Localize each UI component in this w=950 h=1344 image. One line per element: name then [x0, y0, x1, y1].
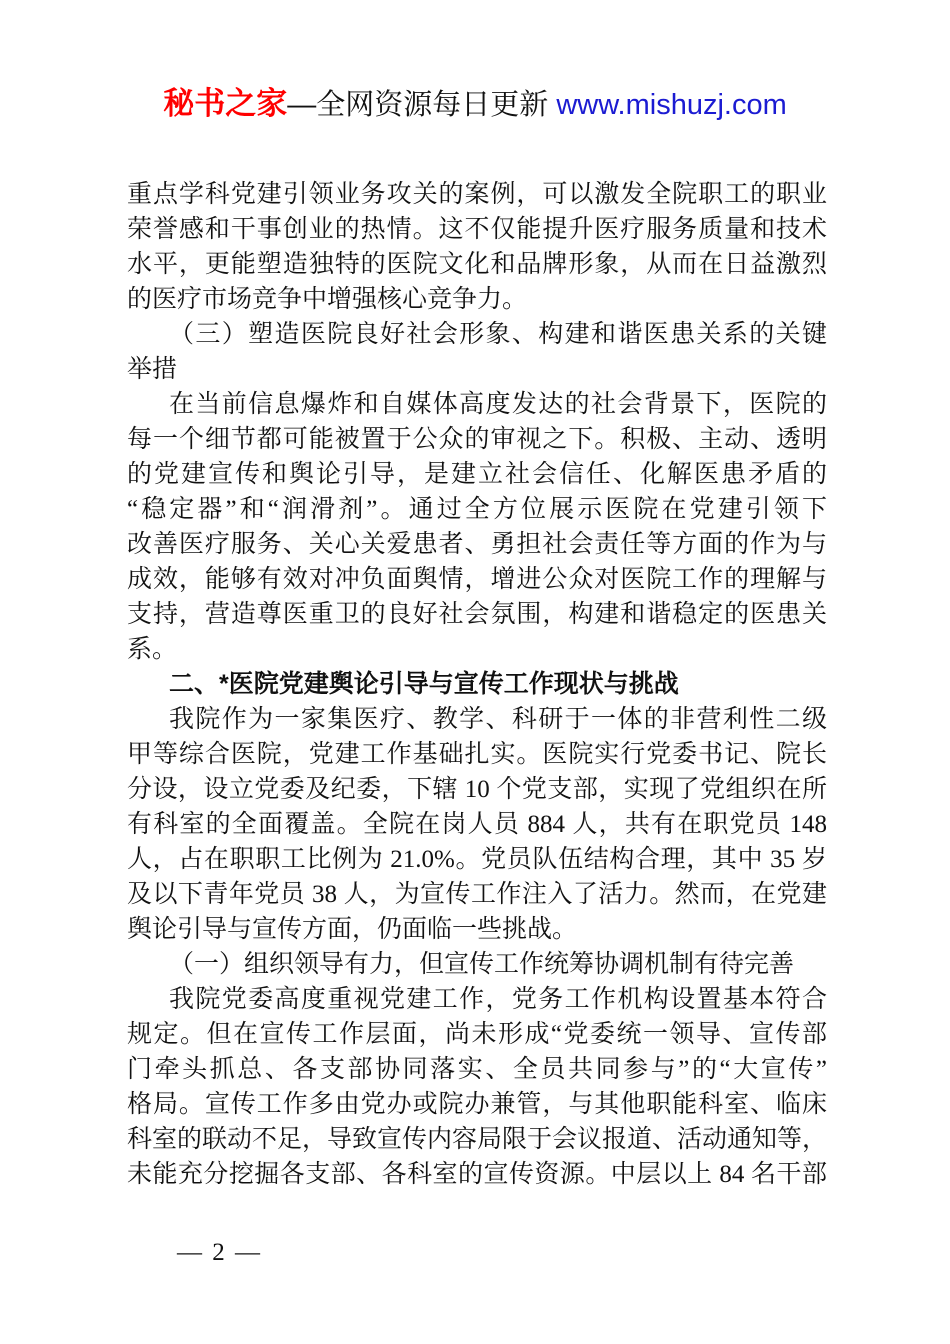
- text-line: 二、*医院党建舆论引导与宣传工作现状与挑战: [169, 670, 679, 698]
- text-line: 门牵头抓总、各支部协同落实、全员共同参与”的“大宣传”: [127, 1056, 827, 1083]
- paragraph-block: [127, 702, 827, 947]
- text-line: （三）塑造医院良好社会形象、构建和谐医患关系的关键: [169, 321, 827, 348]
- text-line: 在当前信息爆炸和自媒体高度发达的社会背景下，医院的: [169, 391, 827, 418]
- text-line: 改善医疗服务、关心关爱患者、勇担社会责任等方面的作为与: [127, 531, 827, 558]
- text-line: 每一个细节都可能被置于公众的审视之下。积极、主动、透明: [127, 426, 827, 453]
- text-line: 舆论引导与宣传方面，仍面临一些挑战。: [127, 916, 578, 943]
- text-line: 系。: [127, 636, 178, 663]
- text-line: 甲等综合医院，党建工作基础扎实。医院实行党委书记、院长: [127, 741, 827, 768]
- text-line: 的医疗市场竞争中增强核心竞争力。: [127, 286, 528, 313]
- paragraph-block: [127, 177, 827, 317]
- text-line: 支持，营造尊医重卫的良好社会氛围，构建和谐稳定的医患关: [127, 601, 827, 628]
- text-line: 水平，更能塑造独特的医院文化和品牌形象，从而在日益激烈: [127, 251, 827, 278]
- text-line: 举措: [127, 356, 178, 383]
- text-line: 及以下青年党员 38 人，为宣传工作注入了活力。然而，在党建: [127, 881, 827, 908]
- site-tagline: —全网资源每日更新: [287, 89, 557, 121]
- text-line: 重点学科党建引领业务攻关的案例，可以激发全院职工的职业: [127, 181, 827, 208]
- text-line: 规定。但在宣传工作层面，尚未形成“党委统一领导、宣传部: [127, 1021, 827, 1048]
- text-line: “稳定器”和“润滑剂”。通过全方位展示医院在党建引领下: [127, 496, 827, 523]
- text-line: 分设，设立党委及纪委，下辖 10 个党支部，实现了党组织在所: [127, 776, 827, 803]
- page-number: — 2 —: [177, 1239, 262, 1266]
- site-url-link[interactable]: www.mishuzj.com: [556, 89, 787, 121]
- paragraph-block: [127, 982, 827, 1192]
- text-line: （一）组织领导有力，但宣传工作统筹协调机制有待完善: [169, 951, 795, 978]
- site-header: [0, 86, 950, 123]
- subheading-block: [127, 947, 827, 982]
- text-line: 我院作为一家集医疗、教学、科研于一体的非营利性二级: [169, 706, 827, 733]
- document-body: [127, 177, 827, 1192]
- text-line: 人，占在职职工比例为 21.0%。党员队伍结构合理，其中 35 岁: [127, 846, 827, 873]
- text-line: 我院党委高度重视党建工作，党务工作机构设置基本符合: [169, 986, 827, 1013]
- text-line: 未能充分挖掘各支部、各科室的宣传资源。中层以上 84 名干部: [127, 1161, 827, 1188]
- text-line: 成效，能够有效对冲负面舆情，增进公众对医院工作的理解与: [127, 566, 827, 593]
- site-name: 秘书之家: [163, 86, 288, 121]
- text-line: 的党建宣传和舆论引导，是建立社会信任、化解医患矛盾的: [127, 461, 827, 488]
- text-line: 科室的联动不足，导致宣传内容局限于会议报道、活动通知等，: [127, 1126, 827, 1153]
- text-line: 格局。宣传工作多由党办或院办兼管，与其他职能科室、临床: [127, 1091, 827, 1118]
- subheading-block: [127, 317, 827, 387]
- text-line: 有科室的全面覆盖。全院在岗人员 884 人，共有在职党员 148: [127, 811, 827, 838]
- heading-block: [127, 667, 827, 702]
- text-line: 荣誉感和干事创业的热情。这不仅能提升医疗服务质量和技术: [127, 216, 827, 243]
- paragraph-block: [127, 387, 827, 667]
